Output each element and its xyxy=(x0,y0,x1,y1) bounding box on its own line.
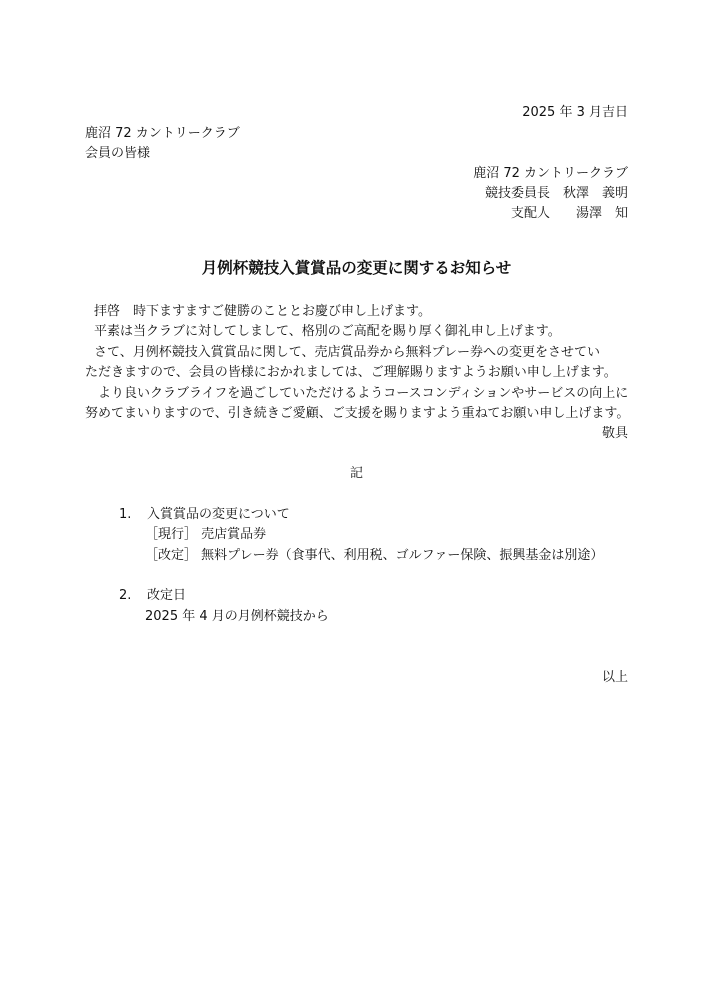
recipient-name: 会員の皆様 xyxy=(85,146,151,161)
item-number: 2. xyxy=(119,588,132,603)
sender-organization: 鹿沼 72 カントリークラブ xyxy=(473,166,628,181)
closing-keigu: 敬具 xyxy=(601,426,628,441)
body-line: 平素は当クラブに対してしまして、格別のご高配を賜り厚く御礼申し上げます。 xyxy=(94,324,561,339)
document-end: 以上 xyxy=(601,670,628,685)
body-line: さて、月例杯競技入賞賞品に関して、売店賞品券から無料プレー券への変更をさせてい xyxy=(94,345,600,360)
document-title: 月例杯競技入賞賞品の変更に関するお知らせ xyxy=(201,259,512,277)
recipient-organization: 鹿沼 72 カントリークラブ xyxy=(85,126,240,141)
sender-competition-chair: 競技委員長 秋澤 義明 xyxy=(484,186,628,201)
item-number: 1. xyxy=(119,507,132,522)
sender-manager: 支配人 湯澤 知 xyxy=(510,206,628,221)
body-line-greeting: 拝啓 時下ますますご健勝のこととお慶び申し上げます。 xyxy=(94,304,431,319)
body-line: 努めてまいりますので、引き続きご愛顧、ご支援を賜りますよう重ねてお願い申し上げます。 xyxy=(85,406,630,421)
item-title: 改定日 xyxy=(147,588,187,603)
item-detail-date: 2025 年 4 月の月例杯競技から xyxy=(145,609,329,624)
document-date: 2025 年 3 月吉日 xyxy=(522,105,628,120)
item-title: 入賞賞品の変更について xyxy=(147,507,290,522)
item-detail-revised: ［改定］ 無料プレー券（食事代、利用税、ゴルファー保険、振興基金は別途） xyxy=(145,548,604,563)
body-line: ただきますので、会員の皆様におかれましては、ご理解賜りますようお願い申し上げます。 xyxy=(85,365,617,380)
notes-heading: 記 xyxy=(349,466,363,481)
body-line: より良いクラブライフを過ごしていただけるようコースコンディションやサービスの向上に xyxy=(98,386,629,401)
item-detail-current: ［現行］ 売店賞品券 xyxy=(145,527,267,542)
